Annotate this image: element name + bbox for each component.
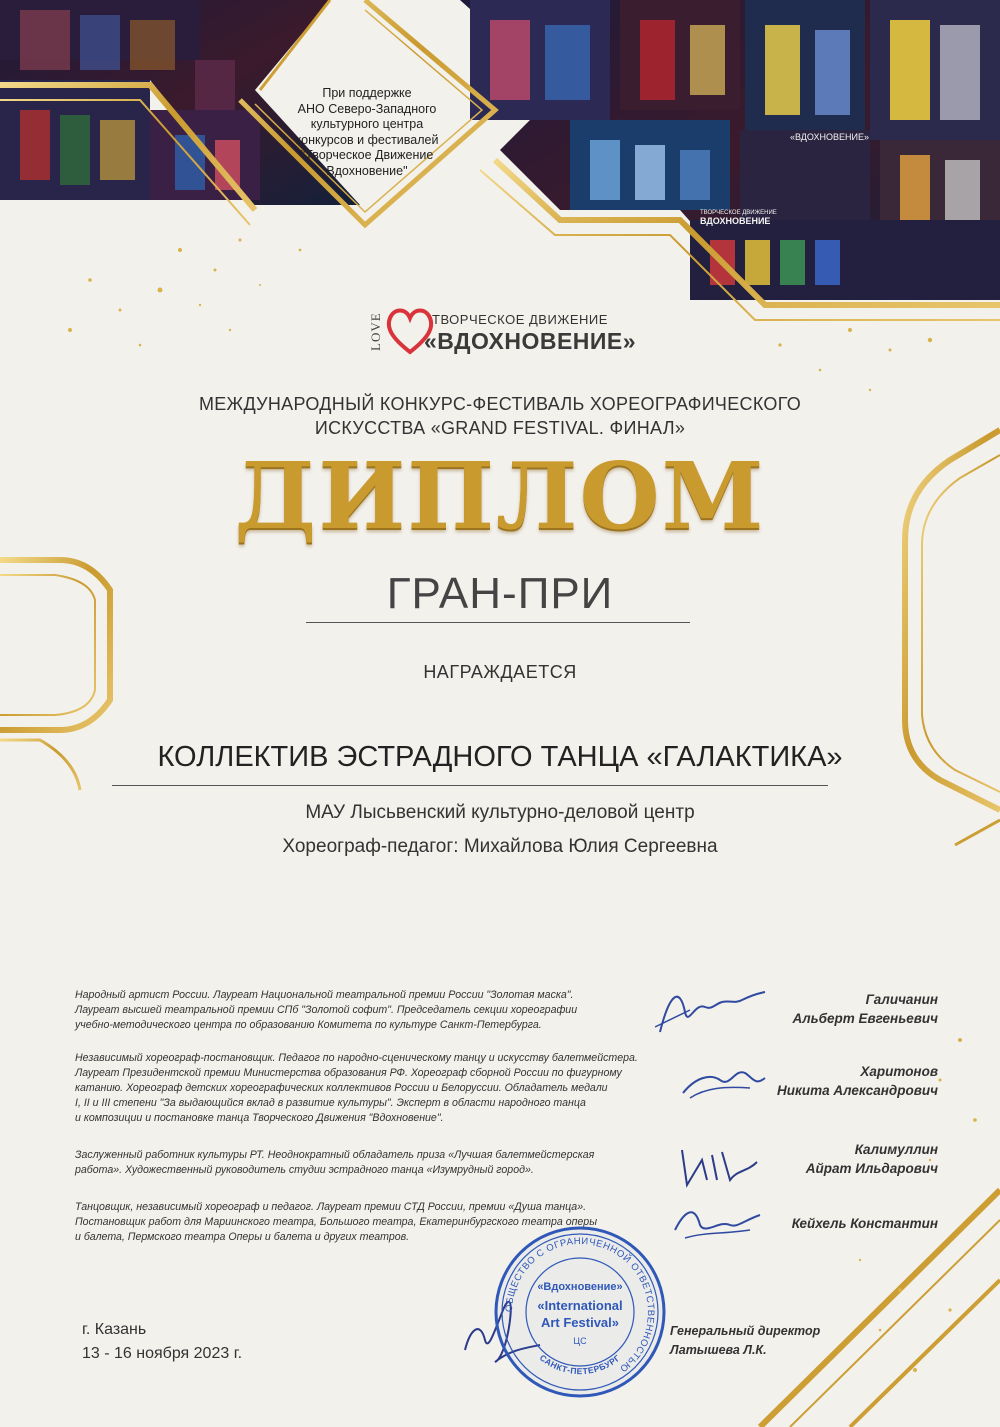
logo-line1: ТВОРЧЕСКОЕ ДВИЖЕНИЕ bbox=[432, 312, 608, 327]
support-line: конкурсов и фестивалей bbox=[295, 132, 439, 147]
festival-title-line1: МЕЖДУНАРОДНЫЙ КОНКУРС-ФЕСТИВАЛЬ ХОРЕОГРАФИЧЕСКОГО bbox=[198, 394, 802, 414]
support-text bbox=[262, 86, 472, 179]
jury-name-line: Айрат Ильдарович bbox=[805, 1161, 938, 1176]
jury-description-line: Лауреат Президентской премии Министерства образования РФ. Хореограф сборной России по фигурному bbox=[75, 1067, 622, 1079]
jury-name bbox=[738, 1140, 938, 1178]
jury-name-line: Альберт Евгеньевич bbox=[792, 1011, 938, 1026]
choreographer: Хореограф-педагог: Михайлова Юлия Сергеевна bbox=[282, 836, 718, 857]
support-line: При поддержке bbox=[322, 86, 412, 100]
jury-name bbox=[738, 990, 938, 1028]
support-line: культурного центра bbox=[310, 117, 424, 131]
collage-caption-2: ТВОРЧЕСКОЕ ДВИЖЕНИЕ bbox=[700, 210, 777, 216]
recipient-underline bbox=[112, 785, 828, 786]
jury-description-line: I, II и III степени "За выдающийся вклад в развитие культуры". Эксперт в области народного танца bbox=[75, 1097, 586, 1109]
support-line: "Творческое Движение bbox=[300, 148, 434, 162]
photo-collage-right bbox=[460, 0, 1000, 300]
place: г. Казань bbox=[82, 1321, 147, 1338]
jury-name-line: Никита Александрович bbox=[777, 1083, 938, 1098]
place-and-date bbox=[82, 1318, 242, 1366]
director-name: Латышева Л.К. bbox=[670, 1343, 767, 1357]
collage-caption-3: ВДОХНОВЕНИЕ bbox=[700, 216, 771, 226]
jury-name bbox=[738, 1214, 938, 1233]
jury-name-line: Галичанин bbox=[865, 992, 938, 1007]
jury-description bbox=[75, 988, 635, 1033]
jury-description-line: и балета, Пермского театра Оперы и балета и других театров. bbox=[75, 1231, 410, 1243]
stamp-ring-text: ОБЩЕСТВО С ОГРАНИЧЕННОЙ ОТВЕТСТВЕННОСТЬЮ bbox=[503, 1235, 657, 1375]
stamp-line3: Art Festival» bbox=[540, 1315, 620, 1330]
recipient-details bbox=[100, 796, 900, 864]
jury-description bbox=[75, 1148, 635, 1178]
jury-description-line: катанию. Хореограф детских хореографических коллективов России и Белоруссии. Обладатель медали bbox=[75, 1082, 608, 1094]
gold-frame-right bbox=[905, 430, 1000, 845]
dates: 13 - 16 ноября 2023 г. bbox=[82, 1345, 243, 1362]
jury-description-line: Заслуженный работник культуры РТ. Неоднократный обладатель приза «Лучшая балетмейстерская bbox=[75, 1149, 595, 1161]
festival-logo bbox=[368, 298, 668, 362]
jury-description-line: Народный артист России. Лауреат Национальной театральной премии России "Золотая маска". bbox=[75, 989, 574, 1001]
award-underline bbox=[306, 622, 690, 623]
jury-name-line: Кейхель Константин bbox=[791, 1216, 938, 1231]
festival-title bbox=[100, 392, 900, 440]
jury-name-line: Калимуллин bbox=[854, 1142, 938, 1157]
jury-description-line: Постановщик работ для Мариинского театра, Большого театра, Екатеринбургского театра оперы bbox=[75, 1216, 597, 1228]
stamp-bottom-text: САНКТ-ПЕТЕРБУРГ bbox=[537, 1352, 623, 1377]
jury-name bbox=[738, 1062, 938, 1100]
jury-description-line: Лауреат высшей театральной премии СПб "Золотой софит". Председатель секции хореографии bbox=[75, 1004, 578, 1016]
support-line: АНО Северо-Западного bbox=[297, 101, 437, 116]
stamp-line2: «International bbox=[537, 1298, 623, 1313]
stamp-line4: ЦС bbox=[573, 1336, 587, 1346]
jury-name-line: Харитонов bbox=[860, 1064, 938, 1079]
award-title: ГРАН-ПРИ bbox=[386, 569, 614, 618]
jury-description-line: Независимый хореограф-постановщик. Педагог по народно-сценическому танцу и искусству балетмейстера. bbox=[75, 1052, 638, 1064]
jury-description-line: учебно-методического центра по образованию Комитета по культуре Санкт-Петербурга. bbox=[75, 1019, 542, 1031]
support-line: Вдохновение" bbox=[326, 163, 408, 178]
logo-love-word: LOVE bbox=[368, 312, 383, 352]
diploma-title: ДИПЛОМ bbox=[234, 442, 766, 550]
director-block bbox=[670, 1322, 820, 1360]
company-stamp bbox=[492, 1224, 668, 1400]
organization: МАУ Лысьвенский культурно-деловой центр bbox=[305, 802, 695, 823]
jury-description-line: Танцовщик, независимый хореограф и педагог. Лауреат премии СТД России, премии «Душа танца». bbox=[75, 1201, 587, 1213]
recipient-name: КОЛЛЕКТИВ ЭСТРАДНОГО ТАНЦА «ГАЛАКТИКА» bbox=[157, 741, 843, 773]
festival-title-line2: ИСКУССТВА «GRAND FESTIVAL. ФИНАЛ» bbox=[314, 418, 686, 438]
director-title: Генеральный директор bbox=[670, 1324, 821, 1338]
jury-description-line: работа». Художественный руководитель студии эстрадного танца «Изумрудный город». bbox=[75, 1164, 534, 1176]
collage-caption-1: «ВДОХНОВЕНИЕ» bbox=[790, 132, 869, 142]
stamp-line1: «Вдохновение» bbox=[537, 1281, 623, 1293]
awarded-label: НАГРАЖДАЕТСЯ bbox=[423, 662, 577, 682]
logo-line2: «ВДОХНОВЕНИЕ» bbox=[424, 328, 637, 354]
jury-description-line: и композиции и постановке танца Творческого Движения "Вдохновение". bbox=[75, 1112, 444, 1124]
jury-description bbox=[75, 1051, 638, 1126]
